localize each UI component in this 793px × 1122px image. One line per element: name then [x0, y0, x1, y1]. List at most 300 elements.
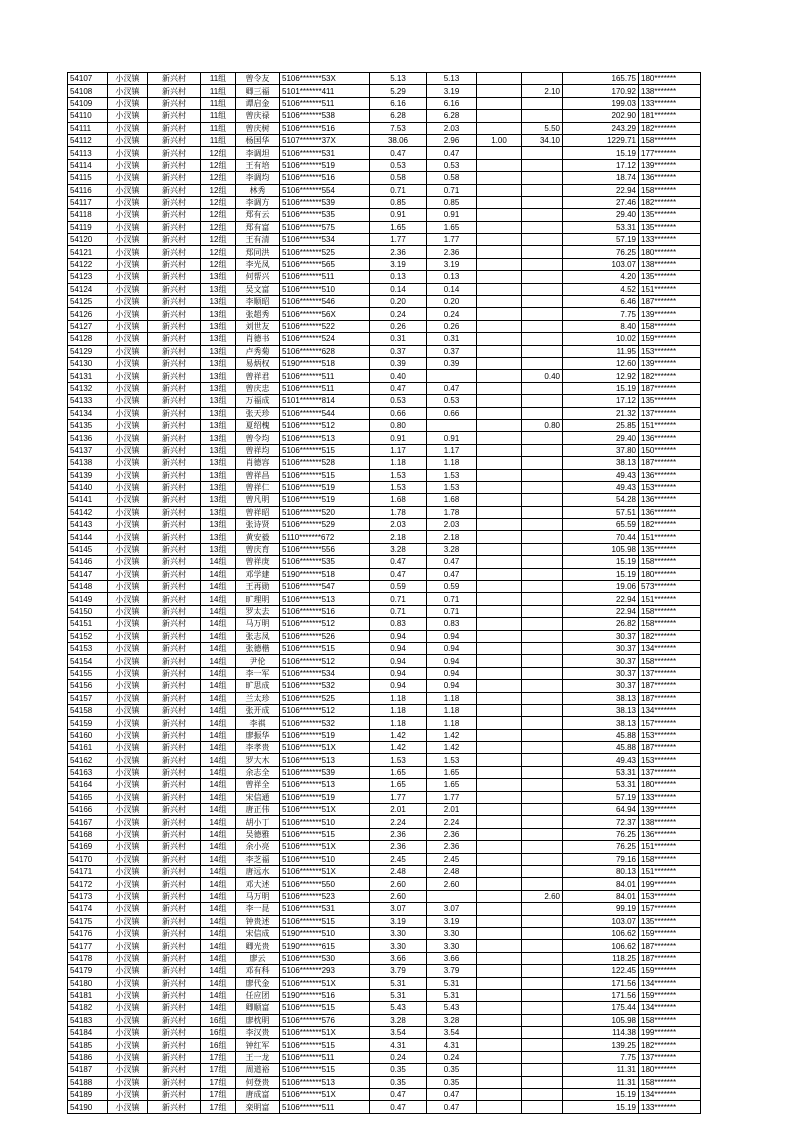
cell-area-total: 1.42: [370, 729, 427, 741]
cell-town: 小汊镇: [108, 234, 148, 246]
cell-col-a: 1.68: [427, 494, 477, 506]
cell-subsidy: 64.94: [563, 804, 639, 816]
cell-group: 14组: [201, 692, 236, 704]
cell-col-b: [477, 655, 522, 667]
cell-group: 14组: [201, 630, 236, 642]
cell-name: 周道裕: [236, 1064, 280, 1076]
cell-id-number: 5106*******512: [280, 655, 370, 667]
cell-col-c: [522, 878, 563, 890]
cell-subsidy: 139.25: [563, 1039, 639, 1051]
cell-id: 54132: [68, 382, 108, 394]
cell-group: 13组: [201, 432, 236, 444]
cell-col-b: [477, 382, 522, 394]
cell-id: 54124: [68, 283, 108, 295]
cell-village: 新兴村: [148, 519, 201, 531]
cell-id-number: 5106*******519: [280, 159, 370, 171]
cell-town: 小汊镇: [108, 878, 148, 890]
cell-village: 新兴村: [148, 258, 201, 270]
cell-id: 54161: [68, 742, 108, 754]
cell-phone: 187*******: [639, 382, 701, 394]
cell-town: 小汊镇: [108, 333, 148, 345]
cell-phone: 136*******: [639, 828, 701, 840]
cell-name: 夏绍槐: [236, 419, 280, 431]
cell-id-number: 5190*******516: [280, 989, 370, 1001]
cell-col-a: 3.79: [427, 965, 477, 977]
cell-phone: 153*******: [639, 729, 701, 741]
cell-town: 小汊镇: [108, 556, 148, 568]
cell-name: 廖代金: [236, 977, 280, 989]
cell-col-c: [522, 1039, 563, 1051]
cell-col-c: [522, 110, 563, 122]
table-row: [68, 1014, 701, 1026]
cell-village: 新兴村: [148, 729, 201, 741]
cell-group: 13组: [201, 519, 236, 531]
cell-col-a: 3.19: [427, 915, 477, 927]
table-row: [68, 655, 701, 667]
cell-col-c: [522, 1002, 563, 1014]
cell-id-number: 5106*******529: [280, 519, 370, 531]
table-row: [68, 816, 701, 828]
cell-village: 新兴村: [148, 927, 201, 939]
cell-town: 小汊镇: [108, 704, 148, 716]
cell-id-number: 5106*******515: [280, 828, 370, 840]
table-row: [68, 766, 701, 778]
cell-name: 李一军: [236, 667, 280, 679]
cell-subsidy: 12.60: [563, 357, 639, 369]
table-row: [68, 667, 701, 679]
cell-id-number: 5106*******512: [280, 704, 370, 716]
cell-village: 新兴村: [148, 172, 201, 184]
cell-id: 54127: [68, 320, 108, 332]
cell-id-number: 5106*******511: [280, 271, 370, 283]
cell-town: 小汊镇: [108, 73, 148, 85]
cell-name: 张志凤: [236, 630, 280, 642]
cell-village: 新兴村: [148, 444, 201, 456]
cell-town: 小汊镇: [108, 345, 148, 357]
cell-col-c: [522, 642, 563, 654]
cell-subsidy: 80.13: [563, 866, 639, 878]
cell-town: 小汊镇: [108, 742, 148, 754]
cell-col-c: [522, 407, 563, 419]
cell-col-c: [522, 457, 563, 469]
cell-subsidy: 12.92: [563, 370, 639, 382]
cell-col-a: 2.36: [427, 841, 477, 853]
cell-area-total: 0.71: [370, 605, 427, 617]
cell-id: 54173: [68, 890, 108, 902]
cell-subsidy: 199.03: [563, 97, 639, 109]
cell-area-total: 0.91: [370, 432, 427, 444]
cell-phone: 180*******: [639, 779, 701, 791]
cell-subsidy: 53.31: [563, 766, 639, 778]
cell-village: 新兴村: [148, 221, 201, 233]
table-row: [68, 952, 701, 964]
table-row: [68, 122, 701, 134]
cell-id-number: 5106*******512: [280, 419, 370, 431]
cell-name: 旷思成: [236, 680, 280, 692]
cell-col-c: [522, 927, 563, 939]
cell-col-c: [522, 704, 563, 716]
cell-phone: 135*******: [639, 543, 701, 555]
cell-id: 54188: [68, 1076, 108, 1088]
cell-phone: 135*******: [639, 395, 701, 407]
cell-col-c: 0.40: [522, 370, 563, 382]
cell-col-c: [522, 1027, 563, 1039]
cell-village: 新兴村: [148, 73, 201, 85]
cell-col-b: [477, 432, 522, 444]
cell-town: 小汊镇: [108, 593, 148, 605]
cell-col-a: 0.94: [427, 630, 477, 642]
table-row: [68, 1064, 701, 1076]
cell-area-total: 2.18: [370, 531, 427, 543]
cell-col-c: [522, 333, 563, 345]
cell-id: 54117: [68, 196, 108, 208]
cell-phone: 138*******: [639, 258, 701, 270]
cell-col-a: 0.91: [427, 209, 477, 221]
cell-col-c: [522, 754, 563, 766]
cell-name: 李孝贵: [236, 742, 280, 754]
cell-col-c: [522, 903, 563, 915]
cell-phone: 151*******: [639, 866, 701, 878]
cell-town: 小汊镇: [108, 543, 148, 555]
cell-town: 小汊镇: [108, 258, 148, 270]
cell-id: 54157: [68, 692, 108, 704]
cell-phone: 180*******: [639, 246, 701, 258]
cell-col-c: [522, 556, 563, 568]
cell-id-number: 5190*******510: [280, 927, 370, 939]
cell-subsidy: 7.75: [563, 1051, 639, 1063]
cell-id-number: 5106*******524: [280, 333, 370, 345]
cell-col-b: [477, 481, 522, 493]
cell-group: 14组: [201, 605, 236, 617]
cell-name: 廖振华: [236, 729, 280, 741]
cell-name: 栾明富: [236, 1101, 280, 1113]
cell-group: 13组: [201, 419, 236, 431]
cell-subsidy: 106.62: [563, 940, 639, 952]
cell-col-b: [477, 172, 522, 184]
cell-id: 54172: [68, 878, 108, 890]
cell-col-c: 34.10: [522, 134, 563, 146]
cell-group: 11组: [201, 122, 236, 134]
cell-col-c: [522, 742, 563, 754]
cell-area-total: 3.19: [370, 915, 427, 927]
cell-village: 新兴村: [148, 196, 201, 208]
cell-group: 14组: [201, 989, 236, 1001]
cell-col-b: 1.00: [477, 134, 522, 146]
cell-col-b: [477, 357, 522, 369]
cell-town: 小汊镇: [108, 271, 148, 283]
cell-col-a: 3.30: [427, 940, 477, 952]
cell-group: 13组: [201, 345, 236, 357]
table-row: [68, 1027, 701, 1039]
cell-name: 李调均: [236, 172, 280, 184]
cell-col-b: [477, 729, 522, 741]
cell-town: 小汊镇: [108, 655, 148, 667]
cell-subsidy: 7.75: [563, 308, 639, 320]
cell-name: 王再勋: [236, 581, 280, 593]
cell-name: 肖德书: [236, 333, 280, 345]
cell-col-b: [477, 816, 522, 828]
table-row: [68, 1089, 701, 1101]
cell-id-number: 5106*******556: [280, 543, 370, 555]
cell-area-total: 0.24: [370, 1051, 427, 1063]
cell-phone: 182*******: [639, 196, 701, 208]
cell-col-c: [522, 977, 563, 989]
cell-col-a: 0.94: [427, 680, 477, 692]
cell-col-a: 0.35: [427, 1064, 477, 1076]
cell-subsidy: 22.94: [563, 593, 639, 605]
cell-area-total: 0.40: [370, 370, 427, 382]
cell-col-b: [477, 704, 522, 716]
cell-subsidy: 29.40: [563, 209, 639, 221]
cell-col-b: [477, 122, 522, 134]
cell-area-total: 1.18: [370, 692, 427, 704]
cell-id-number: 5106*******511: [280, 370, 370, 382]
cell-col-a: 0.31: [427, 333, 477, 345]
cell-phone: 187*******: [639, 692, 701, 704]
table-row: [68, 556, 701, 568]
cell-group: 14组: [201, 704, 236, 716]
cell-id: 54149: [68, 593, 108, 605]
cell-town: 小汊镇: [108, 804, 148, 816]
cell-village: 新兴村: [148, 432, 201, 444]
table-row: [68, 457, 701, 469]
cell-town: 小汊镇: [108, 469, 148, 481]
table-row: [68, 841, 701, 853]
cell-village: 新兴村: [148, 506, 201, 518]
cell-name: 兰太珍: [236, 692, 280, 704]
cell-phone: 199*******: [639, 878, 701, 890]
cell-col-a: 1.65: [427, 779, 477, 791]
cell-col-a: 0.85: [427, 196, 477, 208]
cell-id: 54118: [68, 209, 108, 221]
cell-area-total: 1.77: [370, 791, 427, 803]
cell-town: 小汊镇: [108, 853, 148, 865]
cell-col-b: [477, 1089, 522, 1101]
cell-col-a: 5.13: [427, 73, 477, 85]
cell-group: 12组: [201, 159, 236, 171]
cell-town: 小汊镇: [108, 766, 148, 778]
cell-id-number: 5106*******293: [280, 965, 370, 977]
cell-col-b: [477, 581, 522, 593]
cell-phone: 135*******: [639, 209, 701, 221]
cell-subsidy: 8.40: [563, 320, 639, 332]
cell-col-b: [477, 308, 522, 320]
table-row: [68, 444, 701, 456]
cell-subsidy: 30.37: [563, 630, 639, 642]
cell-subsidy: 30.37: [563, 655, 639, 667]
cell-name: 曾祥昌: [236, 469, 280, 481]
cell-name: 尹伦: [236, 655, 280, 667]
cell-col-a: 6.28: [427, 110, 477, 122]
cell-village: 新兴村: [148, 704, 201, 716]
cell-name: 曾庆育: [236, 543, 280, 555]
cell-id-number: 5106*******519: [280, 791, 370, 803]
cell-col-a: 2.36: [427, 246, 477, 258]
cell-col-b: [477, 1101, 522, 1113]
cell-id: 54184: [68, 1027, 108, 1039]
cell-name: 何登贵: [236, 1076, 280, 1088]
cell-phone: 157*******: [639, 717, 701, 729]
cell-town: 小汊镇: [108, 481, 148, 493]
cell-village: 新兴村: [148, 952, 201, 964]
cell-area-total: 3.07: [370, 903, 427, 915]
cell-town: 小汊镇: [108, 828, 148, 840]
cell-area-total: 2.60: [370, 878, 427, 890]
cell-col-b: [477, 804, 522, 816]
cell-col-a: 0.26: [427, 320, 477, 332]
cell-phone: 151*******: [639, 283, 701, 295]
cell-name: 胡小丁: [236, 816, 280, 828]
cell-phone: 159*******: [639, 333, 701, 345]
table-row: [68, 320, 701, 332]
cell-col-a: 0.47: [427, 1089, 477, 1101]
cell-id-number: 5110*******672: [280, 531, 370, 543]
cell-col-c: 5.50: [522, 122, 563, 134]
cell-subsidy: 53.31: [563, 779, 639, 791]
cell-phone: 187*******: [639, 680, 701, 692]
cell-col-a: 0.66: [427, 407, 477, 419]
cell-area-total: 0.53: [370, 395, 427, 407]
cell-village: 新兴村: [148, 605, 201, 617]
cell-id: 54147: [68, 568, 108, 580]
cell-area-total: 1.18: [370, 717, 427, 729]
cell-id-number: 5106*******515: [280, 1039, 370, 1051]
cell-col-b: [477, 457, 522, 469]
cell-subsidy: 38.13: [563, 457, 639, 469]
cell-phone: 158*******: [639, 184, 701, 196]
cell-area-total: 1.78: [370, 506, 427, 518]
cell-group: 13组: [201, 469, 236, 481]
cell-name: 唐正伟: [236, 804, 280, 816]
cell-name: 卿顺富: [236, 1002, 280, 1014]
cell-col-b: [477, 370, 522, 382]
cell-group: 14组: [201, 779, 236, 791]
cell-area-total: 2.01: [370, 804, 427, 816]
cell-col-a: 0.37: [427, 345, 477, 357]
table-row: [68, 903, 701, 915]
cell-col-a: 0.94: [427, 642, 477, 654]
cell-id-number: 5106*******539: [280, 766, 370, 778]
cell-subsidy: 106.62: [563, 927, 639, 939]
cell-col-b: [477, 1051, 522, 1063]
cell-id-number: 5106*******534: [280, 667, 370, 679]
table-row: [68, 543, 701, 555]
cell-subsidy: 49.43: [563, 469, 639, 481]
cell-name: 唐成富: [236, 1089, 280, 1101]
cell-col-c: [522, 692, 563, 704]
cell-name: 吴德雅: [236, 828, 280, 840]
cell-col-c: [522, 618, 563, 630]
table-row: [68, 283, 701, 295]
cell-area-total: 3.54: [370, 1027, 427, 1039]
cell-group: 14组: [201, 965, 236, 977]
cell-group: 13组: [201, 320, 236, 332]
cell-col-a: 1.42: [427, 742, 477, 754]
cell-id-number: 5106*******51X: [280, 866, 370, 878]
cell-name: 马万明: [236, 890, 280, 902]
cell-village: 新兴村: [148, 494, 201, 506]
cell-id-number: 5106*******516: [280, 605, 370, 617]
cell-id: 54123: [68, 271, 108, 283]
cell-phone: 139*******: [639, 357, 701, 369]
cell-area-total: 0.47: [370, 382, 427, 394]
cell-subsidy: 25.85: [563, 419, 639, 431]
cell-town: 小汊镇: [108, 1039, 148, 1051]
cell-name: 李汉贵: [236, 1027, 280, 1039]
cell-col-c: [522, 667, 563, 679]
cell-col-a: 1.17: [427, 444, 477, 456]
cell-town: 小汊镇: [108, 903, 148, 915]
table-row: [68, 779, 701, 791]
cell-col-c: [522, 1051, 563, 1063]
table-row: [68, 432, 701, 444]
cell-id-number: 5106*******554: [280, 184, 370, 196]
cell-town: 小汊镇: [108, 172, 148, 184]
cell-group: 14组: [201, 642, 236, 654]
table-row: [68, 73, 701, 85]
cell-village: 新兴村: [148, 866, 201, 878]
cell-col-a: 0.53: [427, 159, 477, 171]
cell-col-a: 1.42: [427, 729, 477, 741]
table-body: [68, 73, 701, 1114]
cell-id: 54166: [68, 804, 108, 816]
cell-id-number: 5106*******523: [280, 890, 370, 902]
cell-name: 王一龙: [236, 1051, 280, 1063]
cell-area-total: 0.39: [370, 357, 427, 369]
cell-group: 11组: [201, 85, 236, 97]
cell-name: 钟贵述: [236, 915, 280, 927]
cell-col-b: [477, 271, 522, 283]
cell-col-a: 2.03: [427, 519, 477, 531]
cell-subsidy: 122.45: [563, 965, 639, 977]
cell-town: 小汊镇: [108, 122, 148, 134]
cell-phone: 182*******: [639, 630, 701, 642]
cell-village: 新兴村: [148, 469, 201, 481]
cell-id: 54131: [68, 370, 108, 382]
cell-id: 54119: [68, 221, 108, 233]
cell-subsidy: 26.82: [563, 618, 639, 630]
cell-phone: 139*******: [639, 804, 701, 816]
cell-col-c: [522, 395, 563, 407]
cell-id: 54167: [68, 816, 108, 828]
cell-id: 54152: [68, 630, 108, 642]
cell-area-total: 5.29: [370, 85, 427, 97]
cell-col-c: [522, 1076, 563, 1088]
data-table: [67, 72, 701, 1114]
table-row: [68, 184, 701, 196]
cell-id-number: 5106*******534: [280, 234, 370, 246]
cell-area-total: 0.13: [370, 271, 427, 283]
cell-area-total: 2.60: [370, 890, 427, 902]
cell-group: 17组: [201, 1064, 236, 1076]
cell-id: 54159: [68, 717, 108, 729]
cell-subsidy: 165.75: [563, 73, 639, 85]
cell-phone: 136*******: [639, 494, 701, 506]
cell-col-c: [522, 184, 563, 196]
cell-name: 何帮兴: [236, 271, 280, 283]
table-row: [68, 642, 701, 654]
cell-village: 新兴村: [148, 568, 201, 580]
cell-col-a: 0.94: [427, 667, 477, 679]
cell-town: 小汊镇: [108, 85, 148, 97]
cell-subsidy: 49.43: [563, 754, 639, 766]
cell-village: 新兴村: [148, 680, 201, 692]
cell-village: 新兴村: [148, 407, 201, 419]
cell-col-b: [477, 1014, 522, 1026]
cell-village: 新兴村: [148, 234, 201, 246]
cell-area-total: 0.53: [370, 159, 427, 171]
cell-phone: 182*******: [639, 519, 701, 531]
